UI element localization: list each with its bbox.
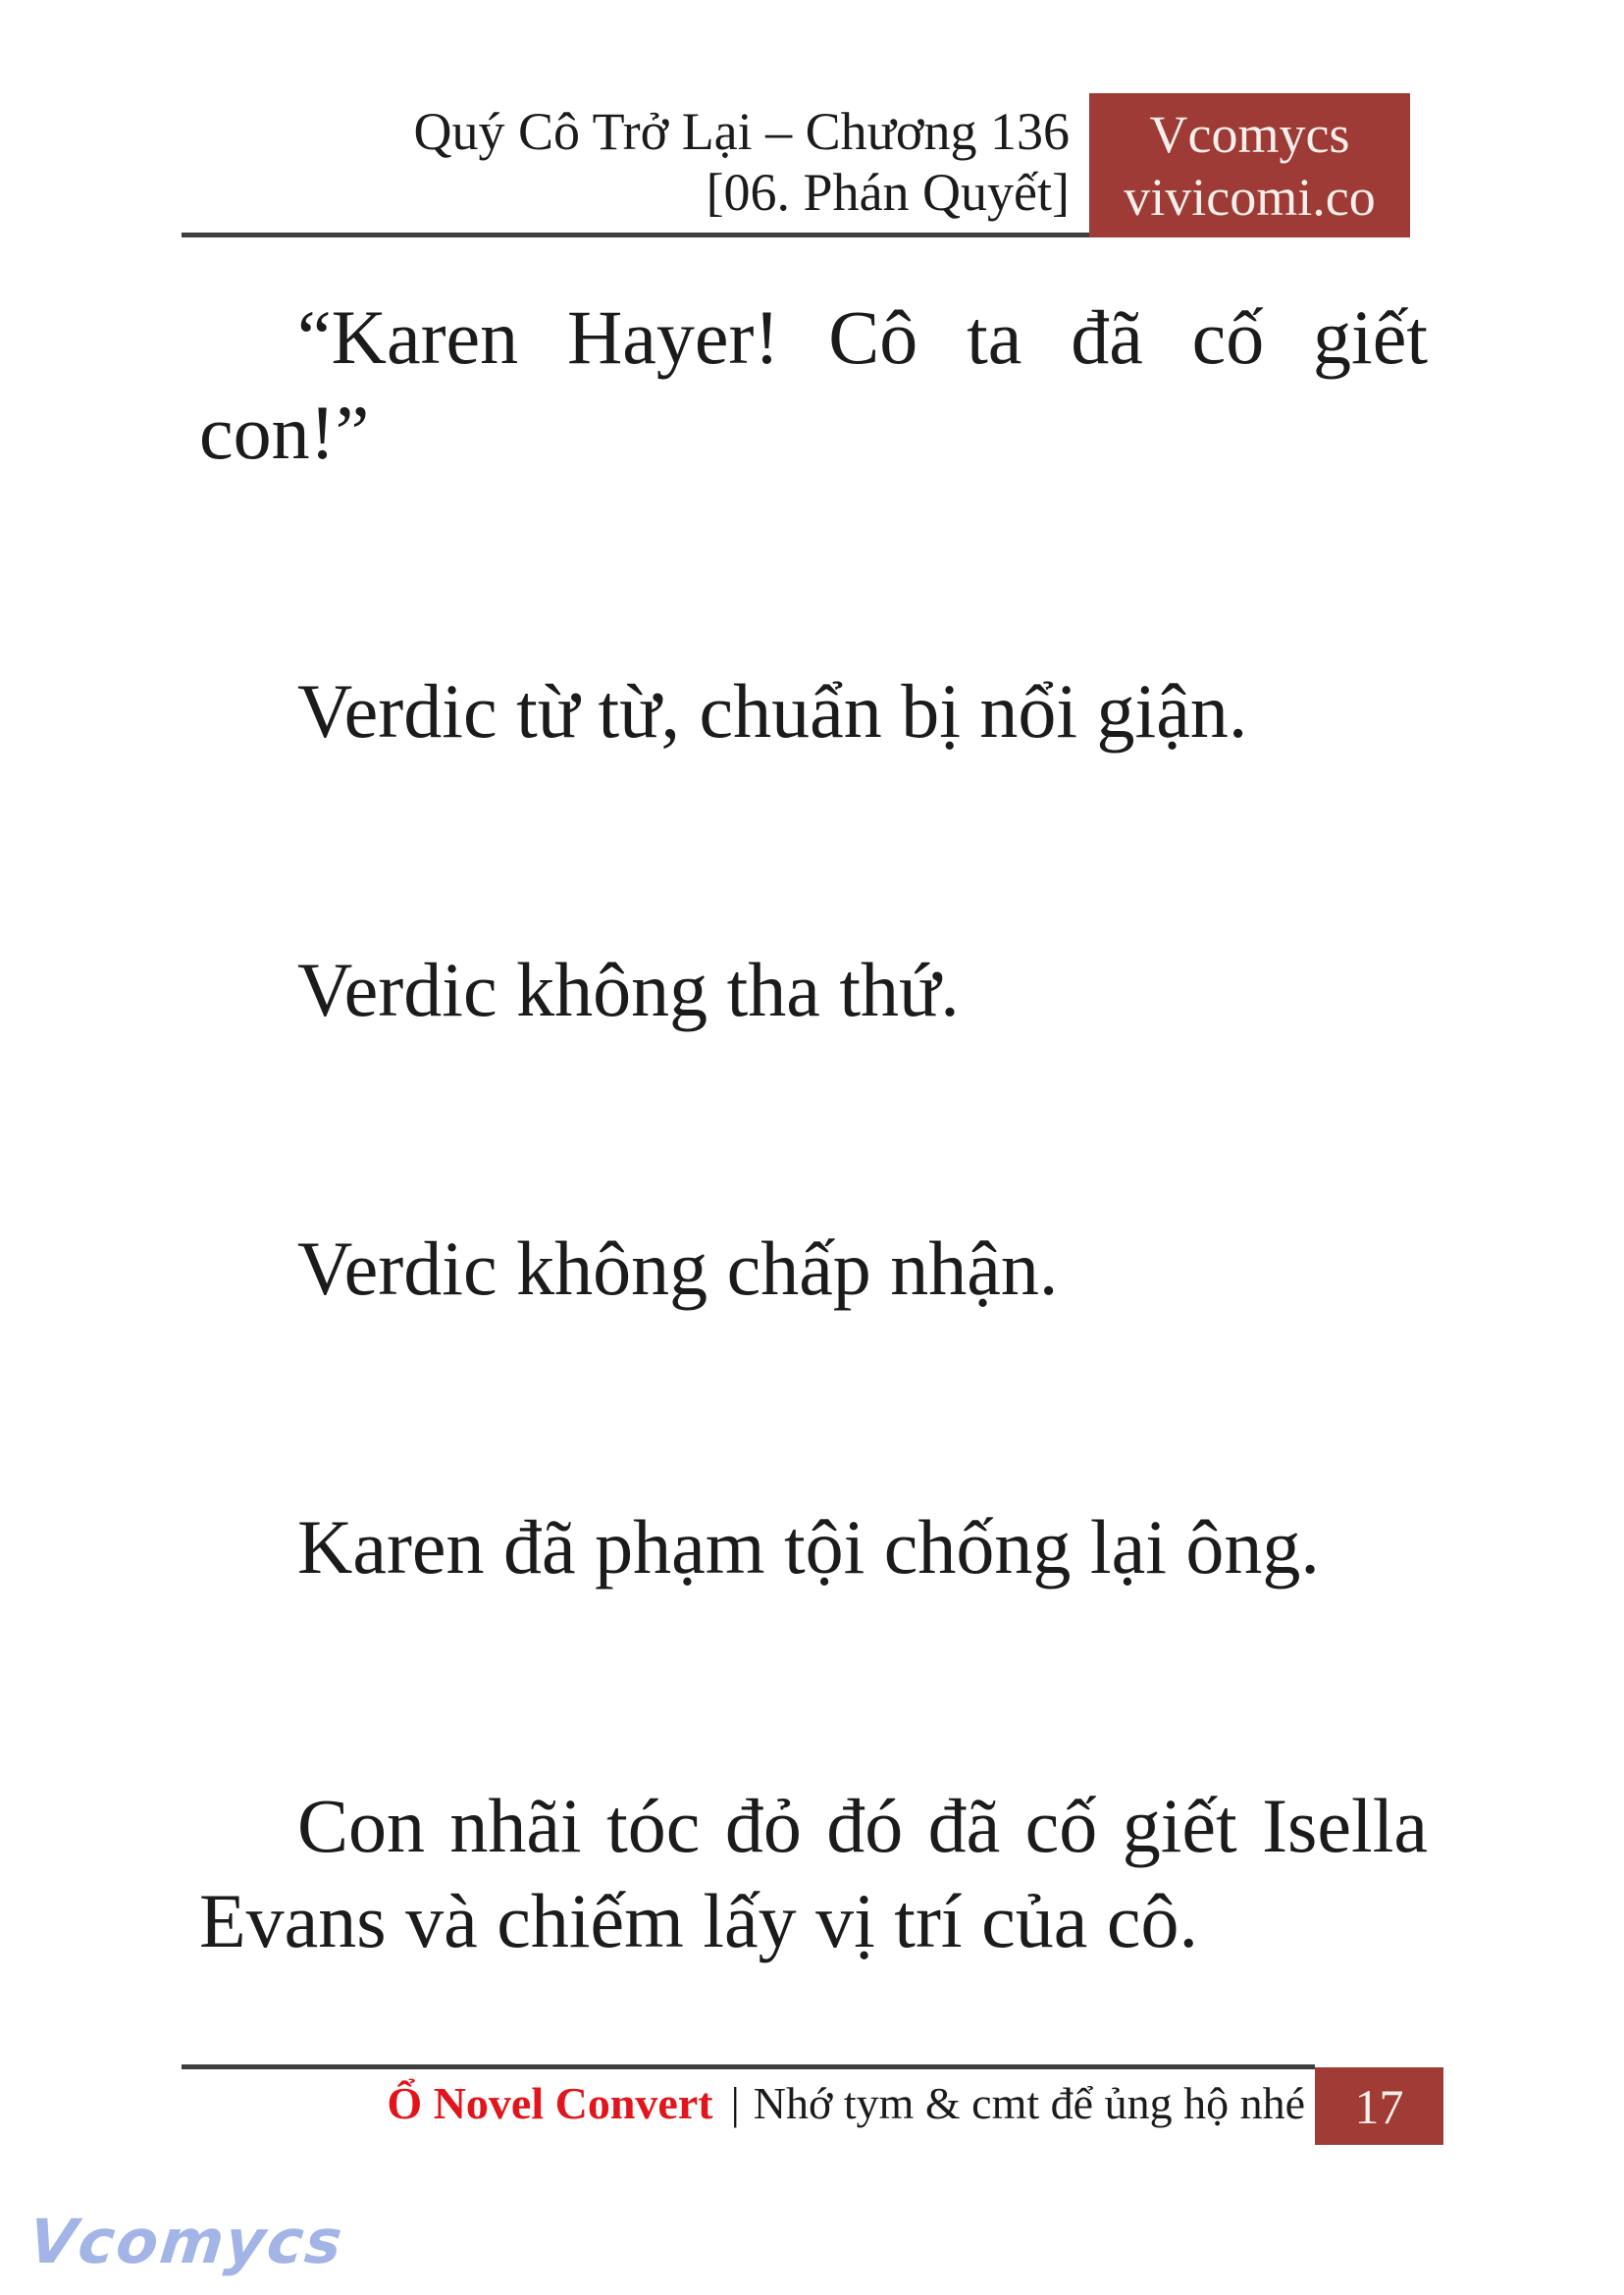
- brand-site: vivicomi.co: [1124, 167, 1376, 227]
- paragraph: Verdic không tha thứ.: [297, 947, 960, 1032]
- page-number: 17: [1354, 2078, 1404, 2134]
- paragraph: Verdic từ từ, chuẩn bị nổi giận.: [297, 668, 1248, 754]
- paragraph: Karen đã phạm tội chống lại ông.: [297, 1504, 1320, 1590]
- paragraph: Verdic không chấp nhận.: [297, 1226, 1059, 1311]
- footer-divider: [182, 2064, 1315, 2069]
- footer-separator: |: [730, 2078, 740, 2128]
- footer-credit: Ổ Novel Convert: [387, 2078, 713, 2128]
- story-text: [199, 237, 1428, 2152]
- footer-message: Nhớ tym & cmt để ủng hộ nhé: [753, 2078, 1305, 2128]
- paragraph: “Karen Hayer! Cô ta đã cố giết con!”: [199, 294, 1428, 475]
- vcomycs-watermark-logo: Vcomycs: [26, 2206, 347, 2277]
- footer-note: [387, 2073, 1305, 2134]
- chapter-subtitle: [06. Phán Quyết]: [706, 163, 1070, 222]
- brand-badge: [1089, 93, 1410, 237]
- chapter-header: [414, 101, 1070, 223]
- page-number-badge: [1315, 2067, 1443, 2145]
- paragraph: Con nhãi tóc đỏ đó đã cố giết Isella Evans và chiếm lấy vị trí của cô.: [199, 1783, 1428, 1963]
- chapter-title: Quý Cô Trở Lại – Chương 136: [413, 102, 1070, 161]
- brand-name: Vcomycs: [1149, 104, 1350, 164]
